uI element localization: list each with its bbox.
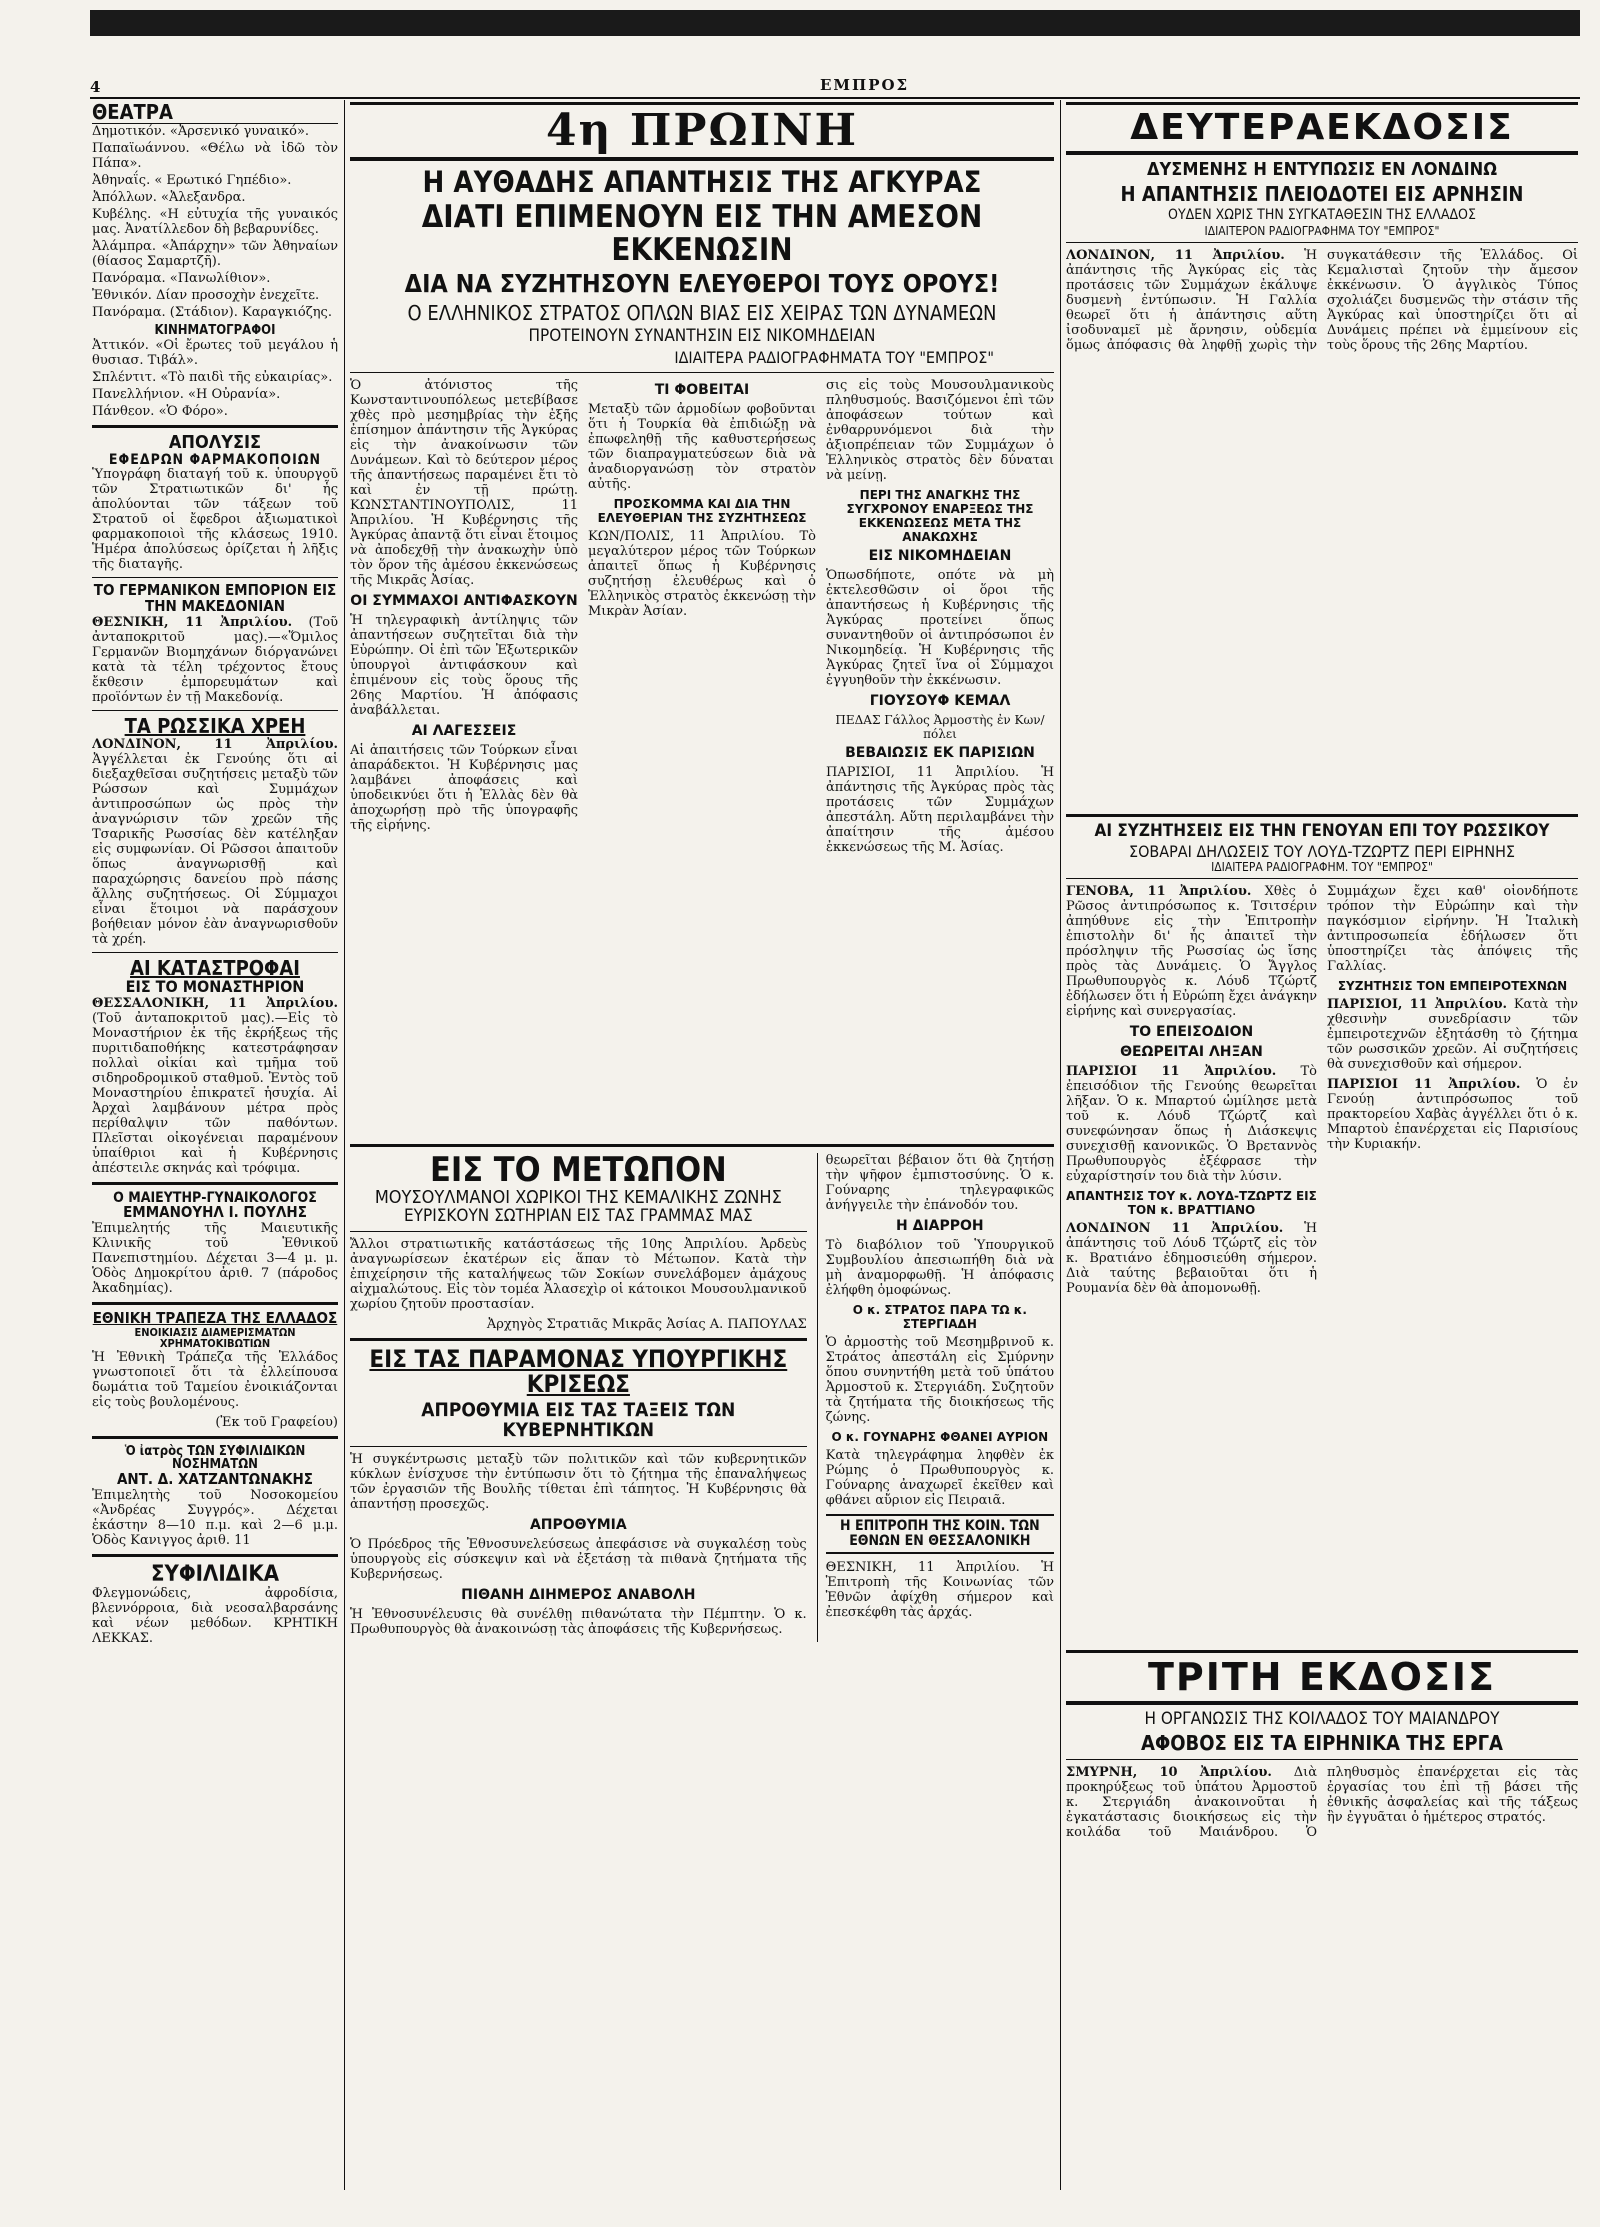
headline-nicomedia: ΠΡΟΤΕΙΝΟΥΝ ΣΥΝΑΝΤΗΣΙΝ ΕΙΣ ΝΙΚΟΜΗΔΕΙΑΝ <box>528 325 876 346</box>
cinemas-list <box>92 338 338 419</box>
right-headline-3: ΟΥΔΕΝ ΧΩΡΙΣ ΤΗΝ ΣΥΓΚΑΤΑΘΕΣΙΝ ΤΗΣ ΕΛΛΑΔΟΣ <box>1168 206 1476 223</box>
leak-body: Τὸ διαβόλιον τοῦ Ὑπουργικοῦ Συμβουλίου ἀπεσιωπήθη διὰ νὰ μὴ ἀναμορφωθῇ. Ἡ ἀπόφασις ἐλήφθη ὁμοφώνως. <box>825 1238 1054 1299</box>
subhead-lagesseis: ΑΙ ΛΑΓΕΣΣΕΙΣ <box>411 723 517 740</box>
destruction-heading: ΑΙ ΚΑΤΑΣΤΡΟΦΑΙ <box>130 955 300 980</box>
edition-second: ΔΕΥΤΕΡΑΕΚΔΟΣΙΣ <box>1066 102 1578 155</box>
masthead: ΕΜΠΡΟΣ <box>820 76 910 94</box>
subhead-leak: Η ΔΙΑΡΡΟΗ <box>896 1218 984 1235</box>
paris-dateline: ΠΑΡΙΣΙΟΙ 11 Ἀπριλίου. <box>1066 1064 1277 1080</box>
theatre-listing: Ἀπόλλων. «Ἀλεξανδρα. <box>92 190 246 205</box>
story-body-4: Μεταξὺ τῶν ἀρμοδίων φοβοῦνται ὅτι ἡ Τουρκία θὰ ἐπιδιώξῃ νὰ ἐπωφεληθῇ τῆς καθυστερήσεως τῶν διαπραγματεύσεων διὰ νὰ ἀναδιοργανώσῃ τὸν στρατὸν αὐτῆς. <box>588 402 816 493</box>
subhead-obstacle: ΠΡΟΣΚΟΜΜΑ ΚΑΙ ΔΙΑ ΤΗΝ ΕΛΕΥΘΕΡΙΑΝ ΤΗΣ ΣΥΖΗΤΗΣΕΩΣ <box>597 497 807 526</box>
story-body-2: Ἡ τηλεγραφικὴ ἀντίληψις τῶν ἀπαντήσεων συζητεῖται διὰ τὴν Εὐρώπην. Οἱ ἐπὶ τῶν Ἐξωτερικῶν ὑπουργοὶ ἀντιφάσκουν καὶ ἐπιμένουν εἰς τοὺς ὅρους τῆς 26ης Μαρτίου. Ἡ ἀπόφασις ἀναβάλλεται. <box>350 613 578 719</box>
cinema-listing: Ἀττικόν. «Οἱ ἔρωτες τοῦ μεγάλου ἡ θυσιασ. Τιβάλ». <box>92 337 338 368</box>
right-headline-2: Η ΑΠΑΝΤΗΣΙΣ ΠΛΕΙΟΔΟΤΕΙ ΕΙΣ ΑΡΝΗΣΙΝ <box>1120 181 1524 206</box>
london2-body: Ἡ ἀπάντησις τοῦ Λόυδ Τζώρτζ εἰς τὸν κ. Βρατιάνο ἐδημοσιεύθη σήμερον. Διὰ ταύτης βεβαιοῦται ὅτι ἡ Ρουμανία δὲν θὰ ἀπομονωθῇ. <box>1066 1221 1317 1297</box>
page-number: 4 <box>90 78 101 96</box>
theatre-listing: Ἐθνικόν. Δίαν προσοχὴν ἐνεχεῖτε. <box>92 288 320 303</box>
crisis-subhead-postpone: ΠΙΘΑΝΗ ΔΙΗΜΕΡΟΣ ΑΝΑΒΟΛΗ <box>461 1587 696 1604</box>
doctor-ad-name: ΕΜΜΑΝΟΥΗΛ Ι. ΠΟΥΛΗΣ <box>123 1203 307 1222</box>
column-rule <box>344 100 345 2190</box>
german-trade-heading: ΤΟ ΓΕΡΜΑΝΙΚΟΝ ΕΜΠΟΡΙΟΝ ΕΙΣ ΤΗΝ ΜΑΚΕΔΟΝΙΑΝ <box>93 581 337 615</box>
genoa-heading: ΑΙ ΣΥΖΗΤΗΣΕΙΣ ΕΙΣ ΤΗΝ ΓΕΝΟΥΑΝ ΕΠΙ ΤΟΥ ΡΩΣΣΙΚΟΥ <box>1094 821 1550 842</box>
headline-radiograms: ΙΔΙΑΙΤΕΡΑ ΡΑΔΙΟΓΡΑΦΗΜΑΤΑ ΤΟΥ "ΕΜΠΡΟΣ" <box>674 347 994 367</box>
crisis-subheading: ΑΠΡΟΘΥΜΙΑ ΕΙΣ ΤΑΣ ΤΑΞΕΙΣ ΤΩΝ ΚΥΒΕΡΝΗΤΙΚΩΝ <box>421 1399 736 1442</box>
subhead-experts: ΣΥΖΗΤΗΣΙΣ ΤΟΝ ΕΜΠΕΙΡΟΤΕΧΝΩΝ <box>1337 979 1568 994</box>
smyrna-dateline: ΣΜΥΡΝΗ, 10 Ἀπριλίου. <box>1066 1765 1272 1781</box>
cinema-listing: Σπλέντιτ. «Τὸ παιδὶ τῆς εὐκαιρίας». <box>92 369 333 385</box>
front-signature: Ἀρχηγὸς Στρατιᾶς Μικρᾶς Ἀσίας Α. ΠΑΠΟΥΛΑΣ <box>486 1316 807 1332</box>
cinema-listing: Πανελλήνιον. «Η Οὐρανία». <box>92 386 281 402</box>
destruction-dateline: ΘΕΣΣΑΛΟΝΙΚΗ, 11 Ἀπριλίου. <box>92 995 338 1011</box>
stratos-body: Ὁ ἀρμοστὴς τοῦ Μεσημβρινοῦ κ. Στράτος ἀπεστάλη εἰς Σμύρνην ὅπου συνηντήθη μετὰ τοῦ ὑπάτου Ἀρμοστοῦ κ. Στεργιάδη. Συζητοῦν τὰ ζητήματα τῆς διοικήσεως τῆς ζώνης. <box>825 1335 1054 1426</box>
release-subheading: ΕΦΕΔΡΩΝ ΦΑΡΜΑΚΟΠΟΙΩΝ <box>108 451 322 468</box>
center-column <box>350 102 1054 2202</box>
gounaris-body: Κατὰ τηλεγράφημα ληφθὲν ἐκ Ρώμης ὁ Πρωθυπουργὸς κ. Γούναρης ἀναχωρεῖ ἐκεῖθεν καὶ φθάνει αὔριον εἰς Πειραιᾶ. <box>825 1448 1054 1509</box>
experts-dateline: ΠΑΡΙΣΙΟΙ, 11 Ἀπριλίου. <box>1327 997 1508 1013</box>
right-headline-4: ΙΔΙΑΙΤΕΡΟΝ ΡΑΔΙΟΓΡΑΦΗΜΑ ΤΟΥ "ΕΜΠΡΟΣ" <box>1204 223 1440 238</box>
destruction-body: (Τοῦ ἀνταποκριτοῦ μας).—Εἰς τὸ Μοναστήριον ἐκ τῆς ἐκρήξεως τῆς πυριτιδαποθήκης κατεστράφησαν πολλαὶ οἰκίαι καὶ τμῆμα τοῦ σιδηροδρομικοῦ σταθμοῦ. Ἐντὸς τοῦ Μοναστηρίου ἐπικρατεῖ ἡσυχία. Αἱ Ἀρχαὶ λαμβάνουν μέτρα πρὸς περίθαλψιν τῶν παθόντων. Πλεῖσται οἰκογένειαι παραμένουν ὑπαίθριοι καὶ ἡ Κυβέρνησις ἀπέστειλε σκηνάς καὶ τρόφιμα. <box>92 1010 338 1176</box>
doctor2-ad-title: Ὁ ἰατρὸς ΤΩΝ ΣΥΦΙΛΙΔΙΚΩΝ ΝΟΣΗΜΑΤΩΝ <box>124 1443 306 1473</box>
crisis-body-2: Ὁ Πρόεδρος τῆς Ἐθνοσυνελεύσεως ἀπεφάσισε νὰ συγκαλέσῃ τοὺς ὑπουργοὺς εἰς σύσκεψιν καὶ νὰ ἐξετάσῃ τὰ πιθανὰ ζητήματα τῆς Κυβερνήσεως. <box>350 1537 807 1583</box>
theatre-listing: Ἀθηναΐς. « Ερωτικό Γηπέδιο». <box>92 173 292 188</box>
syphilis-ad-title: ΣΥΦΙΛΙΔΙΚΑ <box>150 1561 280 1587</box>
syphilis-ad-body: Φλεγμονώδεις, ἀφροδίσια, βλεννόρροια, διὰ νεοσαλβαρσάνης καὶ νέων μεθόδων. ΚΡΗΤΙΚΗ ΛΕΚΚΑΣ. <box>92 1585 338 1646</box>
subhead-fears: ΤΙ ΦΟΒΕΙΤΑΙ <box>654 382 750 399</box>
theatre-listing: Κυβέλης. «Η εὐτυχία τῆς γυναικός μας. Ἀνατίλλεδον δὴ βεβαρυνίδες. <box>92 207 338 237</box>
subhead-allies: ΟΙ ΣΥΜΜΑΧΟΙ ΑΝΤΙΦΑΣΚΟΥΝ <box>350 593 578 610</box>
bank-ad-title: ΕΘΝΙΚΗ ΤΡΑΠΕΖΑ ΤΗΣ ΕΛΛΑΔΟΣ <box>92 1308 338 1327</box>
front-body: Ἄλλοι στρατιωτικῆς κατάστάσεως τῆς 10ης Ἀπριλίου. Ἀρδεὺς ἀναγνωρίσεων ἑκατέρων εἰς ἅπαν τὸ Μέτωπον. Κατὰ τὴν ἐπιχείρησιν τῆς καταλήψεως τῶν Σοκίων συνελάβομεν ἀμάχους αἰχμαλώτους. Εἰς τὸν τομέα Ἀλασεχὶρ οἱ κάτοικοι Μουσουλμανικοῦ χωρίου ζητοῦν προστασίαν. <box>350 1236 807 1312</box>
release-body: Ὑπογράφη διαταγή τοῦ κ. ὑπουργοῦ τῶν Στρατιωτικῶν δι' ἧς ἀπολύονται τῶν τάξεων τοῦ Στρατοῦ οἱ ἔφεδροι ἀξιωματικοὶ φαρμακοποιοὶ τῆς κλάσεως 1910. Ἡμέρα ἀπολύσεως ὁρίζεται ἡ λῆξις τῆς διαταγῆς. <box>92 467 338 573</box>
right-headline-1: ΔΥΣΜΕΝΗΣ Η ΕΝΤΥΠΩΣΙΣ ΕΝ ΛΟΝΔΙΝΩ <box>1147 159 1497 180</box>
center-top-story <box>350 378 1054 1138</box>
commission-body: ΘΕΣΝΙΚΗ, 11 Ἀπριλίου. Ἡ Ἐπιτροπὴ τῆς Κοινωνίας τῶν Ἐθνῶν ἀφίχθη σήμερον καὶ ἐπεσκέφθη τὰς ἀρχάς. <box>825 1559 1054 1620</box>
german-body: (Τοῦ ἀνταποκριτοῦ μας).—«Ὅμιλος Γερμανῶν Βιομηχάνων διόργανώνει κατὰ τὰ τέλη τρέχοντος ἔτους ἔκθεσιν ἐμπορευμάτων καὶ προϊόντων ἐν τῇ Μακεδονίᾳ. <box>92 614 338 705</box>
doctor-ad-body: Ἐπιμελητής τῆς Μαιευτικῆς Κλινικῆς τοῦ Ἐθνικοῦ Πανεπιστημίου. Δέχεται 3—4 μ. μ. Ὁδὸς Δημοκρίτου ἀριθ. 7 (πάροδος Ἀκαδημίας). <box>92 1220 338 1296</box>
headline-free-terms: ΔΙΑ ΝΑ ΣΥΖΗΤΗΣΟΥΝ ΕΛΕΥΘΕΡΟΙ ΤΟΥΣ ΟΡΟΥΣ! <box>404 268 1000 298</box>
right-column <box>1066 102 1578 2202</box>
genoa-dateline: ΓΕΝΟΒΑ, 11 Ἀπριλίου. <box>1066 884 1252 900</box>
header-rule <box>90 97 1580 99</box>
third-headline-2: ΑΦΟΒΟΣ ΕΙΣ ΤΑ ΕΙΡΗΝΙΚΑ ΤΗΣ ΕΡΓΑ <box>1141 1731 1503 1756</box>
theatres-heading: ΘΕΑΤΡΑ <box>92 102 338 124</box>
theatres-list <box>92 124 338 320</box>
russian-dateline: ΛΟΝΔΙΝΟΝ, 11 Ἀπριλίου. <box>92 736 338 752</box>
subhead-paris: ΒΕΒΑΙΩΣΙΣ ΕΚ ΠΑΡΙΣΙΩΝ <box>845 745 1035 762</box>
theatre-listing: Ἀλάμπρα. «Ἀπάρχην» τῶν Ἀθηναίων (θίασος Σαμαρτζῆ). <box>92 239 338 269</box>
genoa-body: Χθὲς ὁ Ρῶσος ἀντιπρόσωπος κ. Τσιτσέριν ἀπηύθυνε εἰς τὴν Ἐπιτροπὴν ἐπιστολὴν δι' ἧς ἀπαιτεῖ τὴν πρόσληψιν τῆς Ρωσσίας ὡς ἴσης πρὸς τὰς Δυνάμεις. Ὁ Ἄγγλος Πρωθυπουργὸς κ. Λόυδ Τζώρτζ ἐδήλωσεν ὅτι ἡ Εὐρώπη ἔχει ἀνάγκην εἰρήνης καὶ συνεργασίας. <box>1066 884 1317 1020</box>
edition-third: ΤΡΙΤΗ ΕΚΔΟΣΙΣ <box>1066 1650 1578 1705</box>
release-heading: ΑΠΟΛΥΣΙΣ <box>168 431 262 453</box>
london-body: Ἡ ἀπάντησις τῆς Ἀγκύρας εἰς τὰς προτάσεις τῶν Συμμάχων ἐκάλυψε δυσμενὴ ἐντύπωσιν. Ἡ Γαλλία θεωρεῖ ὅτι ἡ ἀπάντησις αὕτη ἰσοδυναμεῖ μὲ ἄρνησιν, οὐδεμία ὅμως ἀπόφασις θὰ ληφθῇ χωρὶς τὴν συγκατάθεσιν τῆς Ἑλλάδος. Οἱ Κεμαλισταὶ ζητοῦν τὴν ἄμεσον ἐκκένωσιν. Ὁ ἀγγλικὸς Τύπος σχολιάζει δυσμενῶς τὴν στάσιν τῆς Ἀγκύρας καὶ ὑποστηρίζει ὅτι αἱ Δυνάμεις πρέπει νὰ ἐμμείνουν εἰς τοὺς ὅρους τῆς 26ης Μαρτίου. <box>1066 248 1578 354</box>
crisis-body-3: Ἡ Ἐθνοσυνέλευσις θὰ συνέλθῃ πιθανώτατα τὴν Πέμπτην. Ὁ κ. Πρωθυπουργὸς θὰ ἀνακοινώσῃ τὰς ἀποφάσεις τῆς Κυβερνήσεως. <box>350 1607 807 1638</box>
subhead-episode: ΤΟ ΕΠΕΙΣΟΔΙΟΝ <box>1129 1024 1254 1041</box>
crisis-body: Ἡ συγκέντρωσις μεταξὺ τῶν πολιτικῶν καὶ τῶν κυβερνητικῶν κύκλων ἐνίσχυσε τὴν ἐντύπωσιν ὅτι τὸ ζήτημα τῆς ἐπαναλήψεως τῶν ἐργασιῶν τῆς Βουλῆς τίθεται ἐπὶ τάπητος. Ἡ Κυβέρνησις θὰ ἀπαντήσῃ προσεχῶς. <box>350 1452 807 1513</box>
theatre-listing: Δημοτικόν. «Ἀρσενικό γυναικό». <box>92 124 310 139</box>
experts-body: Κατὰ τὴν χθεσινὴν συνεδρίασιν τῶν ἐμπειροτεχνῶν ἐξητάσθη τὸ ζήτημα τῶν ρωσσικῶν χρεῶν. Αἱ συζητήσεις θὰ συνεχισθοῦν καὶ σήμερον. <box>1327 997 1578 1073</box>
genoa-subheading-2: ΙΔΙΑΙΤΕΡΑ ΡΑΔΙΟΓΡΑΦΗΜ. ΤΟΥ "ΕΜΠΡΟΣ" <box>1211 859 1433 874</box>
theatre-listing: Πανόραμα. «Πανωλίθιον». <box>92 271 271 286</box>
commission-heading: Η ΕΠΙΤΡΟΠΗ ΤΗΣ ΚΟΙΝ. ΤΩΝ ΕΘΝΩΝ ΕΝ ΘΕΣΣΑΛΟΝΙΚΗ <box>826 1514 1054 1553</box>
edition-4-morning: 4η ΠΡΩΙΝΗ <box>350 102 1054 161</box>
story-body-6: σις εἰς τοὺς Μουσουλμανικοὺς πληθυσμούς. Βασιζόμενοι ἐπὶ τῶν ἀποφάσεων τούτων καὶ ἐνθαρρυνόμενοι διὰ τὴν ἀξιοπρέπειαν τῶν Συμμάχων ὁ Ἑλληνικὸς στρατὸς δὲν δύναται νὰ μείνῃ. <box>826 378 1054 484</box>
cinema-listing: Πάνθεον. «Ὁ Φόρο». <box>92 403 228 419</box>
doctor2-ad-name: ΑΝΤ. Δ. ΧΑΤΖΑΝΤΩΝΑΚΗΣ <box>116 1470 313 1489</box>
story-body-3: Αἱ ἀπαιτήσεις τῶν Τούρκων εἶναι ἀπαράδεκτοι. Ἡ Κυβέρνησις μας λαμβάνει ἀποφάσεις καὶ ὑποδεικνύει ὅτι ἡ Ἑλλὰς δὲν θὰ ἀποχωρήσῃ πρὸ τῆς ὑπογραφῆς τῆς εἰρήνης. <box>350 743 578 834</box>
smyrna-story <box>1066 1765 1578 1840</box>
doctor2-ad-body: Ἐπιμελητὴς τοῦ Νοσοκομείου «Ἀνδρέας Συγγρός». Δέχεται ἑκάστην 8—10 π.μ. καὶ 2—6 μ.μ. Ὁδὸς Κανιγγος ἀριθ. 11 <box>92 1487 338 1548</box>
havas-dateline: ΠΑΡΙΣΙΟΙ 11 Ἀπριλίου. <box>1327 1077 1521 1093</box>
london2-dateline: ΛΟΝΔΙΝΟΝ 11 Ἀπριλίου. <box>1066 1221 1284 1237</box>
subhead-nicomedia: ΕΙΣ ΝΙΚΟΜΗΔΕΙΑΝ <box>868 548 1012 565</box>
german-dateline: ΘΕΣΝΙΚΗ, 11 Ἀπριλίου. <box>92 614 293 630</box>
russian-debts-heading: ΤΑ ΡΩΣΣΙΚΑ ΧΡΕΗ <box>124 713 306 738</box>
front-heading: ΕΙΣ ΤΟ ΜΕΤΩΠΟΝ <box>429 1153 727 1191</box>
page-header-bar <box>90 78 1580 98</box>
front-subheading: ΜΟΥΣΟΥΛΜΑΝΟΙ ΧΩΡΙΚΟΙ ΤΗΣ ΚΕΜΑΛΙΚΗΣ ΖΩΝΗΣ <box>374 1187 782 1209</box>
paris-body: Τὸ ἐπεισόδιον τῆς Γενούης θεωρεῖται λῆξαν. Ὁ κ. Μπαρτού ὡμίλησε μετὰ τοῦ κ. Λόυδ Τζώρτζ καὶ συνεφώνησαν ὅπως ἡ Διάσκεψις συνεχισθῇ κανονικῶς. Ὁ Βρεταννὸς Πρωθυπουργὸς ἐξέφρασε τὴν εὐχαρίστησίν του διὰ τὴν λύσιν. <box>1066 1064 1317 1185</box>
russian-body: Ἀγγέλλεται ἐκ Γενούης ὅτι αἱ διεξαχθεῖσαι συζητήσεις μεταξὺ τῶν Ρώσσων καὶ Συμμάχων ἀντιπροσώπων ὡς πρὸς τὴν ἀναγνώρισιν τῶν χρεῶν τῆς Τσαρικῆς Ρωσσίας δὲν κατέληξαν εἰς συμφωνίαν. Οἱ Ρῶσσοι ἀπαιτοῦν ὅπως ἀναγνωρισθῇ καὶ παραχώρησις δανείου πρὸ πάσης ἄλλης συζητήσεως. Οἱ Σύμμαχοι εἶναι ἕτοιμοι νὰ παράσχουν βοήθειαν μόνον ἐὰν ἀναγνωρισθοῦν τὰ χρέη. <box>92 751 338 947</box>
signature-kemal: ΓΙΟΥΣΟΥΦ ΚΕΜΑΛ <box>869 693 1011 710</box>
headline-evacuation: ΔΙΑΤΙ ΕΠΙΜΕΝΟΥΝ ΕΙΣ ΤΗΝ ΑΜΕΣΟΝ ΕΚΚΕΝΩΣΙΝ <box>421 199 983 268</box>
genoa-col2-body: Συμμάχων ἔχει καθ' οἱονδήποτε τρόπον τὴν Εὐρώπην καὶ τὴν παγκόσμιον εἰρήνην. Ἡ Ἰταλικὴ ἀντιπροσωπεία ἐδήλωσεν ὅτι ὑποστηρίζει τὰς ἀπόψεις τῆς Γαλλίας. <box>1327 884 1578 975</box>
column-rule <box>1060 100 1061 2190</box>
right-subcol-body: θεωρεῖται βέβαιον ὅτι θὰ ζητήσῃ τὴν ψῆφον ἐμπιστοσύνης. Ὁ κ. Γούναρης τηλεγραφικῶς ἀνήγγειλε τὴν ἐπάνοδόν του. <box>825 1153 1054 1214</box>
subhead-ended: ΘΕΩΡΕΙΤΑΙ ΛΗΞΑΝ <box>1120 1044 1263 1061</box>
signature-pedas: ΠΕΔΑΣ Γάλλος Ἀρμοστὴς ἐν Κων/πόλει <box>835 713 1045 742</box>
story-body-5: ΚΩΝ/ΠΟΛΙΣ, 11 Ἀπριλίου. Τὸ μεγαλύτερον μέρος τῶν Τούρκων ἀπαιτεῖ ὅπως ἡ Κυβέρνησις συζητήσῃ ἐλευθέρως καὶ ὁ Ἑλληνικὸς στρατὸς ἐκκενώσῃ τὴν Μικρὰν Ἀσίαν. <box>588 529 816 620</box>
main-headline: Η ΑΥΘΑΔΗΣ ΑΠΑΝΤΗΣΙΣ ΤΗΣ ΑΓΚΥΡΑΣ <box>422 165 982 199</box>
left-column <box>92 102 338 2202</box>
crisis-subhead-reluctance: ΑΠΡΟΘΥΜΙΑ <box>529 1517 627 1534</box>
london-story <box>1066 248 1578 808</box>
subhead-necessity: ΠΕΡΙ ΤΗΣ ΑΝΑΓΚΗΣ ΤΗΣ ΣΥΓΧΡΟΝΟΥ ΕΝΑΡΞΕΩΣ ΤΗΣ ΕΚΚΕΝΩΣΕΩΣ ΜΕΤΑ ΤΗΣ ΑΝΑΚΩΧΗΣ <box>846 488 1034 545</box>
story-body-1: Ὁ ἀτόνιστος τῆς Κωνσταντινουπόλεως μετεβίβασε χθὲς πρὸ μεσημβρίας τὴν ἐξῆς ἐπίσημον ἀπάντησιν τῆς Ἀγκύρας εἰς τὴν ἀνακοίνωσιν τῶν Δυνάμεων. Καὶ τὸ δεύτερον μέρος τῆς ἀπαντήσεως παραμένει ἔτι τὸ καὶ ἐν τῇ πρώτῃ. ΚΩΝΣΤΑΝΤΙΝΟΥΠΟΛΙΣ, 11 Ἀπριλίου. Ἡ Κυβέρνησις τῆς Ἀγκύρας ἀπαντᾷ ὅτι εἶναι ἕτοιμος νὰ ἀποδεχθῇ τὴν ἀνακωχὴν ὑπὸ τὸν ὅρον τῆς ἀμέσου ἐκκενώσεως τῆς Μικρᾶς Ἀσίας. <box>350 378 578 589</box>
subhead-lloyd-george: ΑΠΑΝΤΗΣΙΣ ΤΟΥ κ. ΛΟΥΔ-ΤΖΩΡΤΖ ΕΙΣ ΤΟΝ κ. ΒΡΑΤΤΙΑΝΟ <box>1066 1189 1317 1218</box>
third-headline-1: Η ΟΡΓΑΝΩΣΙΣ ΤΗΣ ΚΟΙΛΑΔΟΣ ΤΟΥ ΜΑΙΑΝΔΡΟΥ <box>1144 1709 1500 1730</box>
havas-body: Ὁ ἐν Γενούῃ ἀντιπρόσωπος τοῦ πρακτορείου Χαβὰς ἀγγέλλει ὅτι ὁ κ. Μπαρτοὺ ἐπανέρχεται εἰς Παρισίους τὴν Κυριακήν. <box>1327 1077 1578 1153</box>
story-body-8: ΠΑΡΙΣΙΟΙ, 11 Ἀπριλίου. Ἡ ἀπάντησις τῆς Ἀγκύρας πρὸς τὰς προτάσεις τῶν Συμμάχων ἀπεστάλη. Αὕτη περιλαμβάνει τὴν ἀπαίτησιν τῆς ἀμέσου ἐκκενώσεως τῆς Μ. Ἀσίας. <box>826 765 1054 856</box>
theatre-listing: Πανόραμα. (Στάδιον). Καραγκιόζης. <box>92 305 332 320</box>
genoa-story <box>1066 884 1578 1644</box>
bank-ad-subtitle: ΕΝΟΙΚΙΑΣΙΣ ΔΙΑΜΕΡΙΣΜΑΤΩΝ ΧΡΗΜΑΤΟΚΙΒΩΤΙΩΝ <box>134 1325 296 1351</box>
front-subheading-2: ΕΥΡΙΣΚΟΥΝ ΣΩΤΗΡΙΑΝ ΕΙΣ ΤΑΣ ΓΡΑΜΜΑΣ ΜΑΣ <box>404 1206 753 1226</box>
crisis-heading: ΕΙΣ ΤΑΣ ΠΑΡΑΜΟΝΑΣ ΥΠΟΥΡΓΙΚΗΣ ΚΡΙΣΕΩΣ <box>369 1344 788 1399</box>
story-body-7: Ὁπωσδήποτε, οπότε νὰ μὴ ἐκτελεσθῶσιν οἱ ὅροι τῆς ἀπαντήσεως ἡ Κυβέρνησις τῆς Ἀγκύρας προτείνει ὅπως συναντηθοῦν οἱ ἀντιπρόσωποι ἐν Νικομηδείᾳ. Ἡ Κυβέρνησις τῆς Ἀγκύρας ζητεῖ ἵνα οἱ Σύμμαχοι ἐγγυηθοῦν τὴν ἐκκένωσιν. <box>826 568 1054 689</box>
subhead-stratos: Ο κ. ΣΤΡΑΤΟΣ ΠΑΡΑ ΤΩ κ. ΣΤΕΡΓΙΑΔΗ <box>852 1303 1027 1332</box>
top-black-band <box>90 10 1580 36</box>
bank-ad-footer: (Ἐκ τοῦ Γραφείου) <box>215 1414 338 1430</box>
genoa-subheading: ΣΟΒΑΡΑΙ ΔΗΛΩΣΕΙΣ ΤΟΥ ΛΟΥΔ-ΤΖΩΡΤΖ ΠΕΡΙ ΕΙΡΗΝΗΣ <box>1128 842 1516 862</box>
bank-ad-body: Ἡ Ἐθνικὴ Τράπεζα τῆς Ἑλλάδος γνωστοποιεῖ ὅτι τὰ ἐλλείπουσα δωμάτια τοῦ Ταμείου ἐνοικιάζονται εἰς τοὺς βουλομένους. <box>92 1349 338 1410</box>
subhead-gounaris: Ο κ. ΓΟΥΝΑΡΗΣ ΦΘΑΝΕΙ ΑΥΡΙΟΝ <box>831 1430 1049 1445</box>
center-lower <box>350 1153 1054 1642</box>
theatre-listing: Παπαϊωάννου. «Θέλω νὰ ἰδῶ τὸν Πάπα». <box>92 141 338 171</box>
cinemas-heading: ΚΙΝΗΜΑΤΟΓΡΑΦΟΙ <box>154 323 276 338</box>
doctor-ad-title: Ο ΜΑΙΕΥΤΗΡ-ΓΥΝΑΙΚΟΛΟΓΟΣ <box>113 1189 317 1206</box>
smyrna-body: Διὰ προκηρύξεως τοῦ ὑπάτου Ἀρμοστοῦ κ. Στεργιάδη ἀνακοινοῦται ἡ ἐγκατάστασις διοικήσεως εἰς τὴν κοιλάδα τοῦ Μαιάνδρου. Ὁ πληθυσμὸς ἐπανέρχεται εἰς τὰς ἐργασίας του ἐπὶ τῇ βάσει τῆς ἐθνικῆς ἀσφαλείας καὶ τῆς τάξεως ἣν ἐγγυᾶται ὁ ἡμέτερος στρατός. <box>1066 1765 1578 1841</box>
destruction-subheading: ΕΙΣ ΤΟ ΜΟΝΑΣΤΗΡΙΟΝ <box>125 976 305 996</box>
london-dateline: ΛΟΝΔΙΝΟΝ, 11 Ἀπριλίου. <box>1066 248 1285 264</box>
headline-greek-army: Ο ΕΛΛΗΝΙΚΟΣ ΣΤΡΑΤΟΣ ΟΠΛΩΝ ΒΙΑΣ ΕΙΣ ΧΕΙΡΑΣ ΤΩΝ ΔΥΝΑΜΕΩΝ <box>407 300 997 325</box>
